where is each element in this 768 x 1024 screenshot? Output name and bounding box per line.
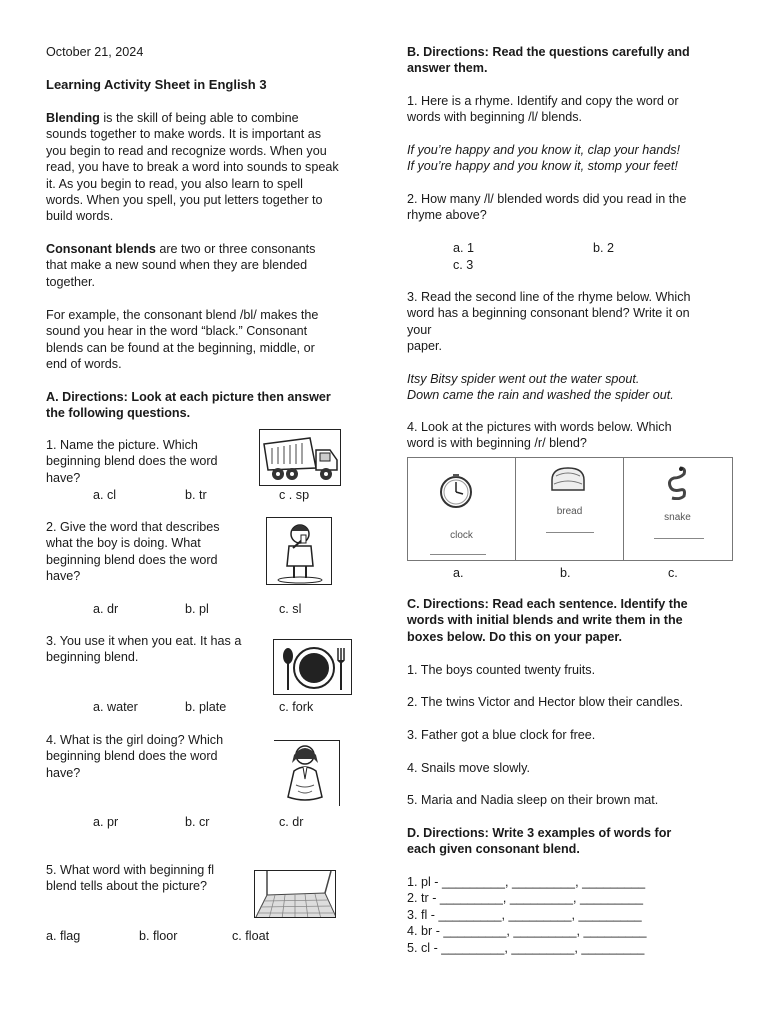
example-paragraph: For example, the consonant blend /bl/ makes the sound you hear in the word “black.” Consonant blends can be found at the beginning, middle, or end of words. <box>46 308 319 372</box>
q2-option-a: a. dr <box>93 602 119 616</box>
question-a2: 2. Give the word that describes what the boy is doing. What beginning blend does the word have? <box>46 520 220 584</box>
picture-word-table <box>407 457 733 561</box>
dump-truck-picture <box>259 429 341 486</box>
blend-item: 3. fl - _________, _________, _________ <box>407 907 642 922</box>
boy-drinking-icon <box>267 518 332 585</box>
q5-option-b: b. floor <box>139 929 178 943</box>
question-a1: 1. Name the picture. Which beginning blend does the word have? <box>46 438 218 485</box>
b2-option-b: b. 2 <box>593 241 615 255</box>
section-d-directions: D. Directions: Write 3 examples of words for each given consonant blend. <box>407 826 672 857</box>
bread-icon <box>548 462 588 496</box>
girl-praying-icon <box>274 741 340 806</box>
q2-option-c: c. sl <box>279 602 302 616</box>
question-b2: 2. How many /l/ blended words did you read in the rhyme above? <box>407 192 687 223</box>
q2-option-b: b. pl <box>185 602 209 616</box>
consonant-blends-term: Consonant blends <box>46 242 156 256</box>
q1-option-a: a. cl <box>93 488 117 502</box>
question-a3: 3. You use it when you eat. It has a beginning blend. <box>46 634 242 665</box>
clock-cell <box>408 458 516 560</box>
question-a4: 4. What is the girl doing? Which beginning blend does the word have? <box>46 733 224 780</box>
sentence-c3: 3. Father got a blue clock for free. <box>407 728 596 742</box>
section-a-directions: A. Directions: Look at each picture then answer the following questions. <box>46 390 331 421</box>
q4-option-a: a. pr <box>93 815 119 829</box>
floor-icon <box>255 871 336 918</box>
q3-option-c: c. fork <box>279 700 314 714</box>
boy-drinking-picture <box>266 517 332 585</box>
snake-cell <box>624 458 731 560</box>
blend-item: 1. pl - _________, _________, _________ <box>407 875 646 889</box>
consonant-blends-paragraph: Consonant blends are two or three consonants that make a new sound when they are blended together. <box>46 242 316 289</box>
q4-option-b: b. cr <box>185 815 210 829</box>
rhyme-happy: If you’re happy and you know it, clap your hands! If you’re happy and you know it, stomp your feet! <box>407 143 681 174</box>
b4-option-c: c. <box>668 566 678 580</box>
blend-item: 4. br - _________, _________, _________ <box>407 924 647 939</box>
clock-icon <box>438 472 474 512</box>
q4-option-c: c. dr <box>279 815 304 829</box>
bread-cell <box>516 458 624 560</box>
bread-word: bread <box>556 506 583 517</box>
snake-icon <box>662 464 692 500</box>
question-b4: 4. Look at the pictures with words below. Which word is with beginning /r/ blend? <box>407 420 672 451</box>
q1-option-c: c . sp <box>279 488 310 502</box>
sentence-c4: 4. Snails move slowly. <box>407 761 530 775</box>
blend-item: 2. tr - _________, _________, _________ <box>407 891 643 906</box>
plate-spoon-fork-icon <box>274 640 352 695</box>
question-b3: 3. Read the second line of the rhyme below. Which word has a beginning consonant blend? Write it on your paper. <box>407 290 691 354</box>
question-b1: 1. Here is a rhyme. Identify and copy the word or words with beginning /l/ blends. <box>407 94 679 125</box>
date: October 21, 2024 <box>46 45 144 59</box>
snake-word: snake <box>664 512 691 523</box>
sentence-c2: 2. The twins Victor and Hector blow their candles. <box>407 695 684 709</box>
answer-line <box>546 532 594 533</box>
q1-option-b: b. tr <box>185 488 207 502</box>
b2-option-c: c. 3 <box>453 258 474 272</box>
floor-picture <box>254 870 336 918</box>
sentence-c1: 1. The boys counted twenty fruits. <box>407 663 596 677</box>
blending-paragraph: Blending is the skill of being able to combine sounds together to make words. It is important as you begin to read and recognize words. When you read, you have to break a word into sounds to speak it. As you begin to read, you also learn to spell words. When you spell, you put letters together to build words. <box>46 111 339 224</box>
blend-examples-list <box>407 874 737 956</box>
blend-item: 5. cl - _________, _________, _________ <box>407 940 645 955</box>
q5-option-c: c. float <box>232 929 270 943</box>
b4-option-a: a. <box>453 566 464 580</box>
clock-word: clock <box>450 530 473 541</box>
answer-line <box>430 554 486 555</box>
girl-praying-picture <box>274 740 340 806</box>
dump-truck-icon <box>260 430 341 486</box>
section-c-directions: C. Directions: Read each sentence. Identify the words with initial blends and write them in the boxes below. Do this on your paper. <box>407 597 688 644</box>
page-title: Learning Activity Sheet in English 3 <box>46 77 267 92</box>
blending-term: Blending <box>46 111 100 125</box>
rhyme-itsy-bitsy: Itsy Bitsy spider went out the water spout. Down came the rain and washed the spider out. <box>407 372 674 403</box>
b4-option-b: b. <box>560 566 571 580</box>
b2-option-a: a. 1 <box>453 241 475 255</box>
plate-picture <box>273 639 352 695</box>
question-a5: 5. What word with beginning fl blend tells about the picture? <box>46 863 215 894</box>
q3-option-b: b. plate <box>185 700 227 714</box>
section-b-directions: B. Directions: Read the questions carefully and answer them. <box>407 45 690 76</box>
q3-option-a: a. water <box>93 700 138 714</box>
sentence-c5: 5. Maria and Nadia sleep on their brown mat. <box>407 793 659 807</box>
q5-option-a: a. flag <box>46 929 81 943</box>
answer-line <box>654 538 704 539</box>
